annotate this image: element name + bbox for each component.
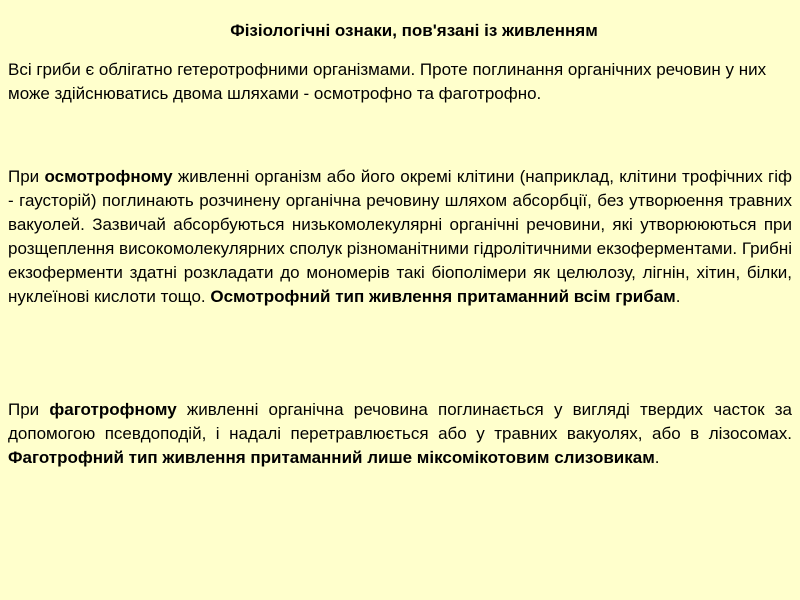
osmotrophy-text-2: живленні організм або його окремі клітини (наприклад, клітини трофічних гіф - гаусторій) поглинають розчинену органічна речовину шляхом абсорбції, без утворюення травних вакуолей. Зазвичай абсорбуються низькомолекулярні органічні речовини, які утворююються при розщеплення високомолекулярних сполук різноманітними гідролітичними екзоферментами. Грибні екзоферменти здатні розкладати до мономерів такі біополімери як целюлозу, лігнін, хітин, білки, нуклеїнові кислоти тощо. xyxy=(8,167,792,306)
osmotrophy-conclusion: Осмотрофний тип живлення притаманний всім грибам xyxy=(210,287,676,306)
osmotrophy-text-3: . xyxy=(675,287,681,306)
osmotrophy-text-1: При xyxy=(8,167,45,186)
phagotrophy-conclusion: Фаготрофний тип живлення притаманний лише міксомікотовим слизовикам xyxy=(8,448,655,467)
phagotrophy-text-3: . xyxy=(654,448,660,467)
phagotrophy-text-2: живленні органічна речовина поглинається у вигляді твердих часток за допомогою псевдоподій, і надалі перетравлюється або у травних вакуолях, або в лізосомах. xyxy=(8,400,792,443)
osmotrophy-term: осмотрофному xyxy=(44,167,173,186)
phagotrophy-paragraph xyxy=(8,398,792,470)
slide-title: Фізіологічні ознаки, пов'язані із живленням xyxy=(230,21,598,40)
phagotrophy-term: фаготрофному xyxy=(49,400,177,419)
intro-paragraph: Всі гриби є облігатно гетеротрофними організмами. Проте поглинання органічних речовин у них може здійснюватись двома шляхами - осмотрофно та фаготрофно. xyxy=(8,60,767,103)
phagotrophy-text-1: При xyxy=(8,400,50,419)
osmotrophy-paragraph xyxy=(8,165,792,309)
